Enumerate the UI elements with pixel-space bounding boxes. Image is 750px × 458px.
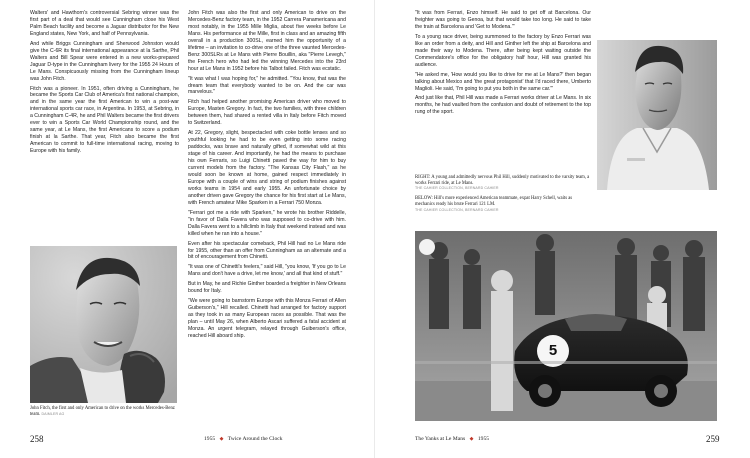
phil-hill-portrait-photo: [597, 40, 717, 190]
paragraph: Fitch was a pioneer. In 1951, often driving a Cunningham, he became the Sports Car Club of America's first national champion, and in the same year the first American to win a post-war international sports car race, in Argentina. In 1953, at Sebring, in a Cunningham C-4R, he and Phil Walters became the first drivers ever to win a Sports Car World Championship round, and the same year, at Le Mans, the first Americans to score a podium finish at la Sarthe. That year, Fitch also became the first American to commit to full-time international racing, moving to Europe with his family.: [30, 85, 179, 155]
john-fitch-portrait-photo: [30, 246, 177, 403]
left-caption-text: John Fitch, the first and only American to drive on the works Mercedes-Benz team.: [30, 406, 175, 417]
running-head-bullet-icon: ◆: [219, 437, 224, 442]
right-running-head-title: The Yanks at Le Mans: [415, 436, 466, 442]
caption-right-credit: THE CAHIER COLLECTION, BERNARD CAHIER: [415, 186, 499, 191]
paragraph: At 22, Gregory, slight, bespectacled with coke bottle lenses and so youthful looking he had to be even getting into some racing paddocks, was brave and naturally gifted, if somewhat wild at this stage of his career. And importantly, he had the means to purchase his own Ferraris, so Luigi Chinetti paved the way for him to buy current models from the factory. "The Kansas City Flash," as he would soon be known at home, gained respect immediately in Europe with a couple of wins and string of podium finishes against works teams in 1954 and early 1955. An unfortunate choice by another driven gave Gregory the chance for his first start at Le Mans, with French amateur Mike Sparken in a Ferrari 750 Monza.: [188, 130, 346, 206]
paragraph: Fitch had helped another promising American driver who moved to Europe, Masten Gregory. In fact, the two families, with three children between them, had shared a rented villa in Italy before Fitch moved to Switzerland.: [188, 99, 346, 127]
left-running-head-year: 1955: [204, 436, 216, 442]
caption-right: [415, 175, 591, 192]
right-page-number: 259: [706, 434, 720, 444]
right-text-column: [415, 10, 591, 200]
phil-hill-illustration: [597, 40, 717, 190]
paragraph: And just like that, Phil Hill was made a Ferrari works driver at Le Mans. In six months, he had vaulted from the confusion and doubt of retirement to the top rung of the sport.: [415, 95, 591, 116]
left-running-head: [204, 436, 283, 442]
left-text-column-2: [188, 10, 346, 424]
paragraph: "We were going to barnstorm Europe with this Monza Ferrari of Allen Guiberson's," Hill recalled. Chinetti had arranged for factory support as they took in as many European races as possible. That was the plan – until May 26, when Alberto Ascari suffered a fatal accident at Monza. An urgent telegram, relayed through Guiberson's office, reached Hill aboard ship.: [188, 298, 346, 339]
right-page: [375, 0, 750, 458]
car-number-roundel: 5: [548, 342, 558, 359]
left-caption-credit: DAIMLER AG: [41, 411, 65, 416]
pit-scene-illustration: [415, 231, 717, 421]
caption-below-text: BELOW: Hill's more experienced American teammate, expat Harry Schell, waits as mechanics ready his brute Ferrari 121 LM.: [415, 196, 573, 207]
paragraph: "It was what I was hoping for," he admitted. "You know, that was the dream team that everybody wanted to be on. And the car was marvelous.": [188, 75, 346, 96]
paragraph: But in May, he and Richie Ginther boarded a freighter in New Orleans bound for Italy.: [188, 281, 346, 295]
right-running-head: [415, 436, 489, 442]
left-photo-caption: [30, 406, 180, 417]
caption-below-credit: THE CAHIER COLLECTION, BERNARD CAHIER: [415, 207, 499, 212]
paragraph: "It was one of Chinetti's feelers," said Hill, "you know, 'If you go to Le Mans and don't have a drive, let me know,' and all that kind of stuff.": [188, 264, 346, 278]
left-page-number: 258: [30, 434, 44, 444]
paragraph: "It was from Ferrari, Enzo himself. He said to get off at Barcelona. Our freighter was going to Genoa, but that would take too long. He said to take the train at Barcelona and 'Get to Modena.'": [415, 10, 591, 30]
right-running-head-year: 1955: [477, 436, 490, 442]
paragraph: To a young race driver, being summoned to the factory by Enzo Ferrari was like an order from a deity, and Hill and Ginther left the ship at Barcelona and made their way to Modena. There, after being kept waiting outside the Commendatore's office for the obligatory half hour, Hill was granted his audience.: [415, 33, 591, 68]
left-text-column-1: [30, 10, 179, 248]
portrait-illustration: [30, 246, 177, 403]
caption-right-text: RIGHT: A young and admittedly nervous Phil Hill, suddenly motivated to the varsity team, a works Ferrari ride, at Le Mans.: [415, 175, 590, 186]
paragraph: Walters' and Hawthorn's controversial Sebring winner was the first part of a deal that would see Cunningham close his West Palm Beach facility and become a Jaguar distributor for the New England states, New York, and half of Pennsylvania.: [30, 10, 179, 37]
paragraph: John Fitch was also the first and only American to drive on the Mercedes-Benz factory team, in the 1952 Carrera Panamericana and most notably, in the 1955 Mille Miglia, about five weeks before Le Mans. His performance at the Mille, first in class and an amazing fifth overall in a production 300SL, earned him the opportunity of a lifetime – an invitation to co-drive one of the three vaunted Mercedes-Benz 300SLRs at Le Mans with Pierre Bouillin, aka "Pierre Levegh," the French hero who had led the winning Mercedes into the 23rd hour at Le Mans in 1952 before his Talbot failed. Fitch was ecstatic.: [188, 10, 346, 72]
paragraph: Even after his spectacular comeback, Phil Hill had no Le Mans ride for 1955, other than an offer from Cunningham as an alternate and a bit of encouragement from Chinetti.: [188, 240, 346, 261]
paragraph: "Ferrari got me a ride with Sparken," he wrote his brother Riddelle, "in favor of Dalla Favera who was supposed to co-drive with him. Dalla Favera went to a hillclimb in Italy that weekend instead and was killed when he ran into a house.": [188, 209, 346, 237]
right-photo-captions: [415, 175, 591, 217]
running-head-bullet-icon-right: ◆: [469, 437, 474, 442]
caption-below: [415, 196, 591, 213]
paragraph: And while Briggs Cunningham and Sherwood Johnston would give the C-6R its final international appearance at la Sarthe, Phil Walters and Bill Spear were entered in a new works-prepared Jaguar D-type in the Cunningham livery for the 1955 24 Hours of Le Mans. Conspicuously missing from the Cunningham lineup was John Fitch.: [30, 40, 179, 82]
left-running-head-title: Twice Around the Clock: [227, 436, 283, 442]
le-mans-pit-scene-photo: [415, 231, 717, 421]
paragraph: "He asked me, 'How would you like to drive for me at Le Mans?' then began talking about Mexico and 'the great protagonist' that I'd raced there, Umberto Maglioli. He said, 'I'm going to put you both in the same car.'": [415, 71, 591, 92]
